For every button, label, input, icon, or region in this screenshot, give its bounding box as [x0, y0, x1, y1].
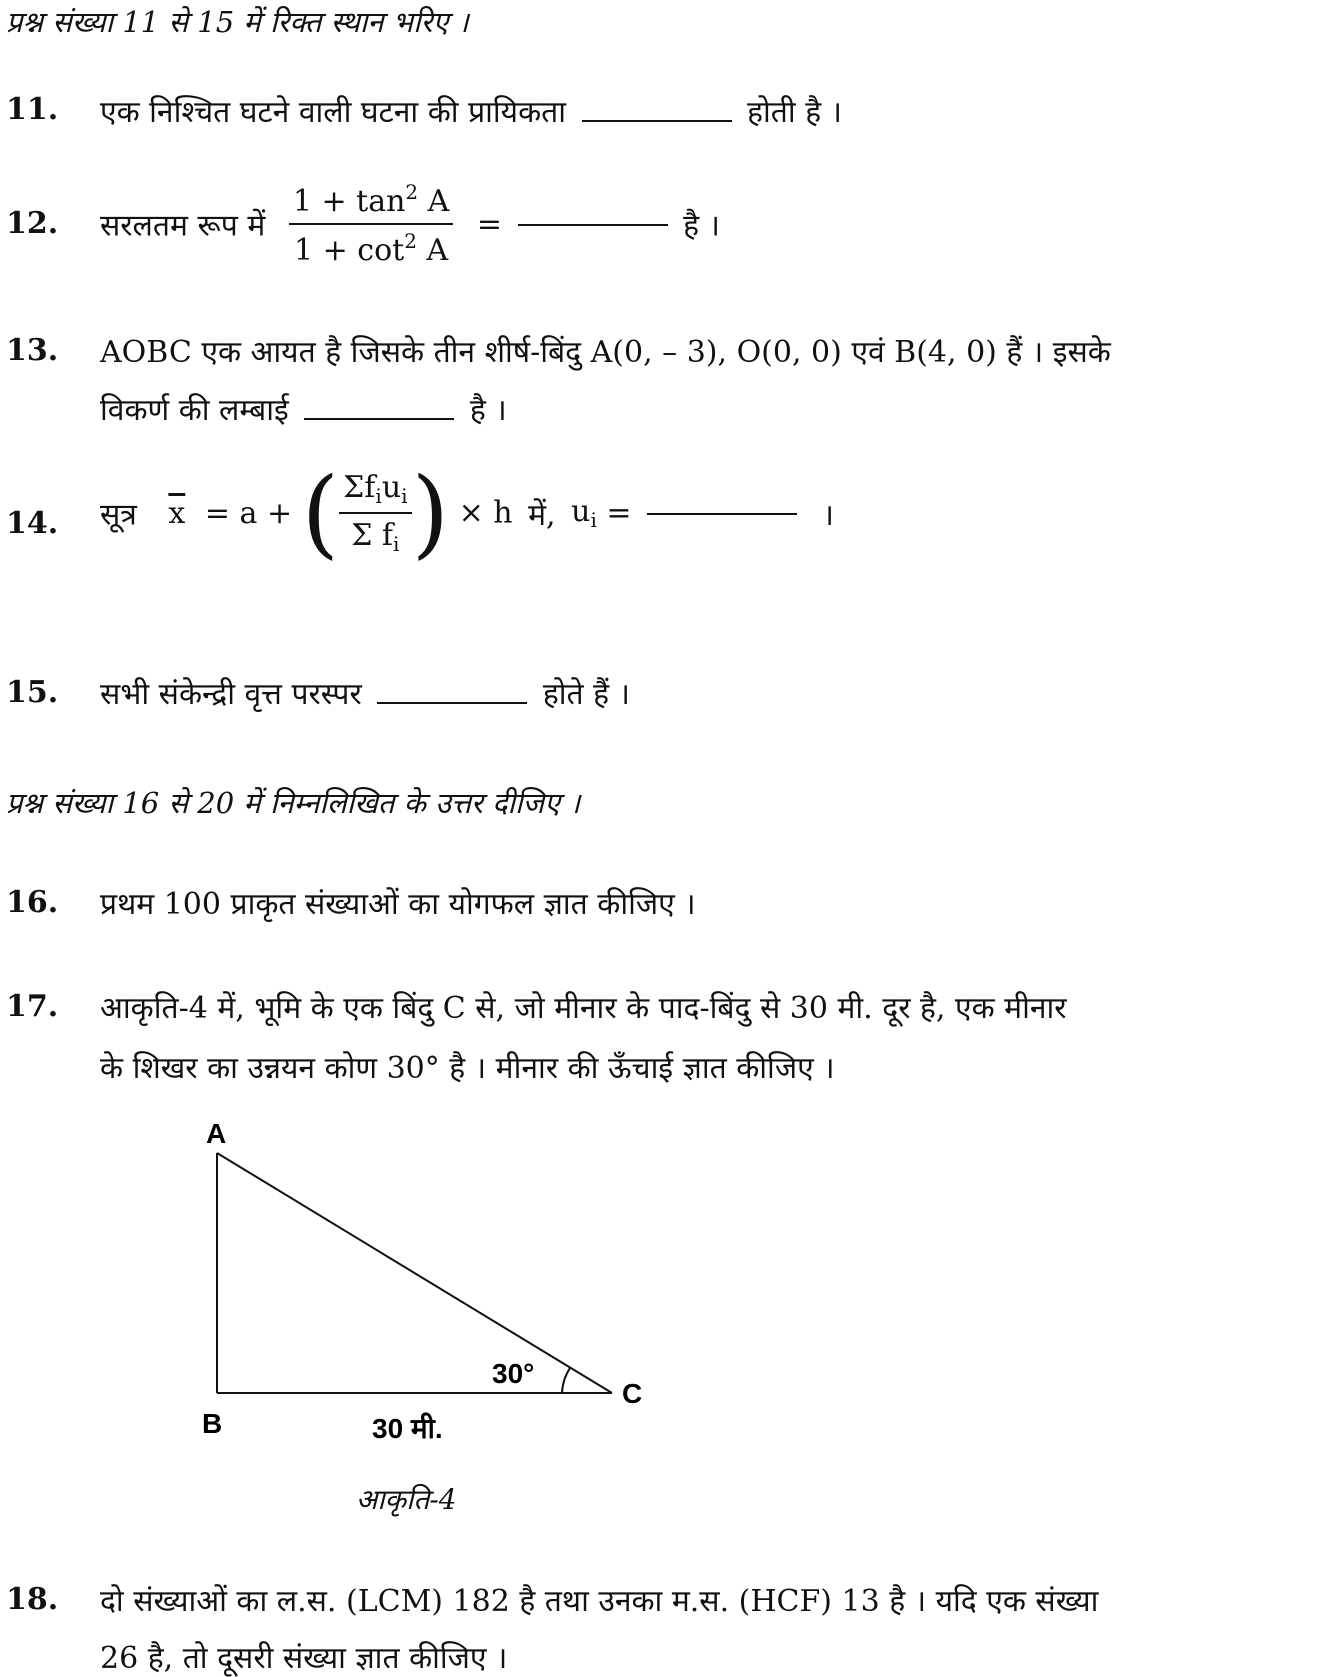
vertex-label-b: B [202, 1408, 223, 1439]
question-16-text: प्रथम 100 प्राकृत संख्याओं का योगफल ज्ञात कीजिए । [100, 887, 696, 922]
right-paren: ) [411, 457, 450, 569]
question-number: 17. [6, 989, 59, 1024]
question-number: 11. [6, 92, 59, 127]
times-h: × h [458, 495, 513, 531]
question-15-text [100, 672, 630, 713]
equation-part: = a + [204, 495, 293, 531]
question-text: होती है । [747, 95, 843, 130]
left-paren: ( [301, 457, 340, 569]
fraction-numerator: $1 + \tan^2 A$ [289, 180, 454, 225]
vertex-label-a: A [206, 1118, 227, 1149]
question-18-line2: 26 है, तो दूसरी संख्या ज्ञात कीजिए । [100, 1641, 508, 1676]
question-number: 15. [6, 675, 59, 710]
answer-blank[interactable] [377, 701, 527, 704]
angle-arc [562, 1368, 570, 1393]
question-17-line1: आकृति-4 में, भूमि के एक बिंदु C से, जो मीनार के पाद-बिंदु से 30 मी. दूर है, एक मीनार [100, 991, 1067, 1026]
question-text: में, [528, 497, 556, 533]
question-18-line1: दो संख्याओं का ल.स. (LCM) 182 है तथा उनका म.स. (HCF) 13 है । यदि एक संख्या [100, 1584, 1099, 1619]
question-number: 16. [6, 885, 59, 920]
equals-sign: = [476, 206, 503, 242]
question-12-text [100, 180, 720, 268]
question-text: है । [469, 393, 507, 428]
formula-label: सूत्र [100, 497, 137, 533]
question-text: सभी संकेन्द्री वृत्त परस्पर [100, 677, 362, 712]
equals-sign: = [606, 495, 632, 531]
x-bar: $\overline{x}$ [168, 495, 186, 531]
question-text: है । [683, 208, 720, 244]
question-text: विकर्ण की लम्बाई [100, 393, 289, 428]
base-length-label: 30 मी. [372, 1413, 443, 1444]
side-ac [217, 1153, 612, 1393]
u-variable: $u_i$ [571, 494, 597, 532]
fraction-numerator: $\Sigma f_iu_i$ [339, 470, 411, 514]
question-text: सरलतम रूप में [100, 208, 266, 244]
fraction [339, 470, 411, 556]
question-number: 13. [6, 333, 59, 368]
fraction [289, 180, 454, 268]
section-instruction: प्रश्न संख्या 16 से 20 में निम्नलिखित के उत्तर दीजिए । [6, 786, 581, 820]
fraction-denominator: $1 + \cot^2 A$ [294, 229, 449, 268]
question-13-line1: AOBC एक आयत है जिसके तीन शीर्ष-बिंदु A(0, – 3), O(0, 0) एवं B(4, 0) हैं । इसके [100, 335, 1111, 370]
question-text: एक निश्चित घटने वाली घटना की प्रायिकता [100, 95, 566, 130]
question-number: 18. [6, 1582, 59, 1617]
question-number: 14. [6, 506, 59, 541]
section-instruction: प्रश्न संख्या 11 से 15 में रिक्त स्थान भरिए । [6, 5, 469, 39]
angle-label: 30° [492, 1358, 535, 1389]
end-mark: । [822, 497, 835, 533]
vertex-label-c: C [622, 1378, 643, 1409]
question-number: 12. [6, 206, 59, 241]
question-text: होते हैं । [542, 677, 631, 712]
answer-blank[interactable] [647, 512, 797, 515]
figure-caption: आकृति-4 [356, 1483, 457, 1516]
answer-blank[interactable] [518, 223, 668, 226]
question-14-text [100, 457, 835, 569]
question-17-line2: के शिखर का उन्नयन कोण 30° है । मीनार की ऊँचाई ज्ञात कीजिए । [100, 1051, 835, 1086]
figure-triangle [190, 1110, 670, 1470]
answer-blank[interactable] [304, 417, 454, 420]
fraction-denominator: Σ $f_i$ [351, 518, 400, 556]
question-13-line2 [100, 388, 507, 429]
question-11-text [100, 90, 842, 131]
answer-blank[interactable] [582, 119, 732, 122]
